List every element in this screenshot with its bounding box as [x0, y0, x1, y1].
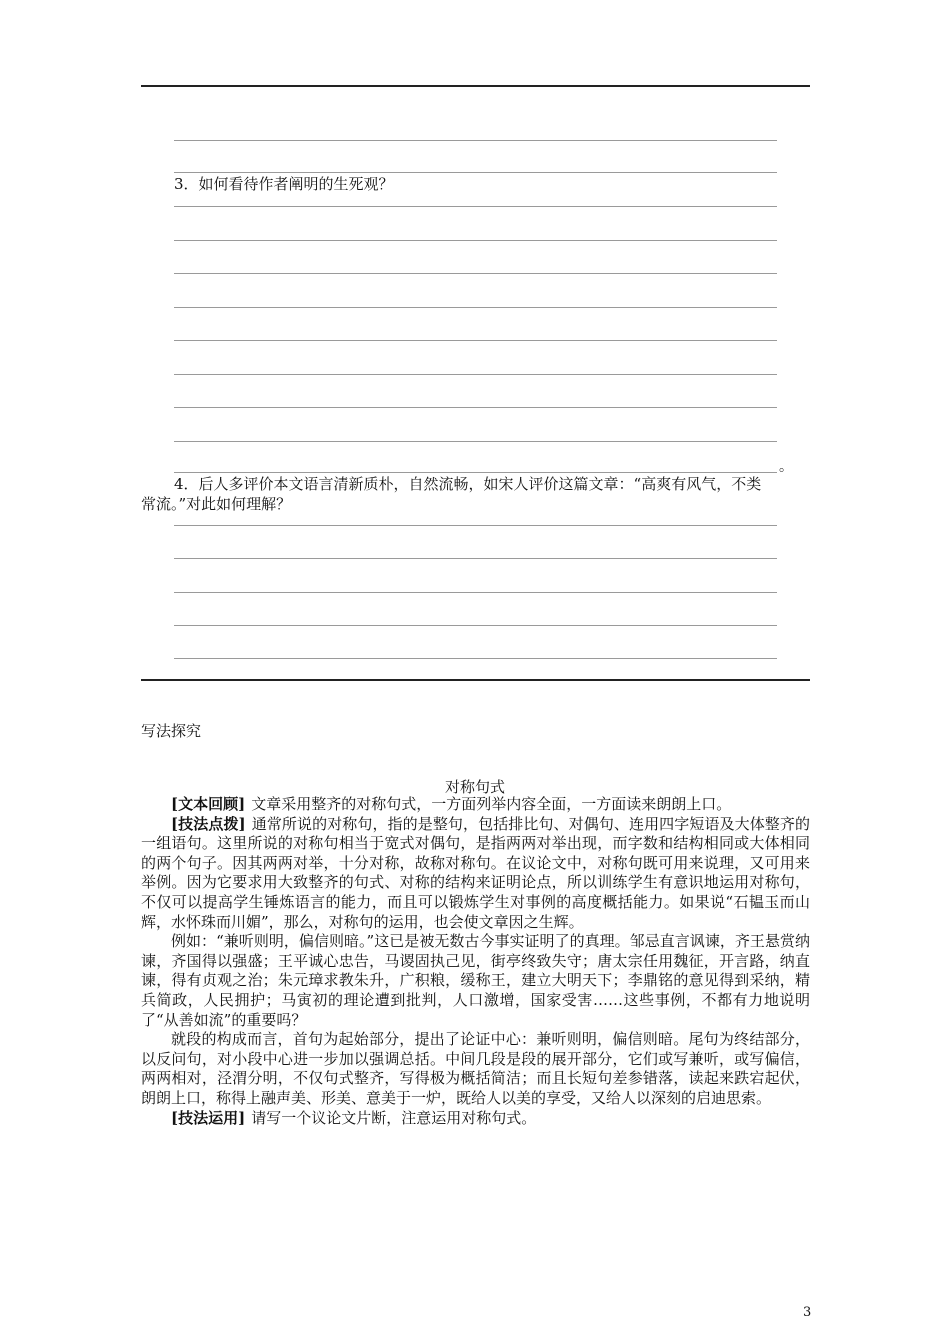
- paragraph-technique: [141, 815, 810, 933]
- tag-technique: [技法点拨]: [171, 814, 246, 833]
- answer-line[interactable]: [174, 273, 777, 274]
- top-rule: [141, 85, 810, 87]
- practice-text: 请写一个议论文片断，注意运用对称句式。: [251, 1108, 537, 1127]
- paragraph-example: 例如：“兼听则明，偏信则暗。”这已是被无数古今事实证明了的真理。邹忌直言讽谏，齐王悬赏纳谏，齐国得以强盛；王平诚心忠告，马谡固执己见，街亭终致失守；唐太宗任用魏征，开言路，纳直谏，得有贞观之治；朱元璋求教朱升，广积粮，缓称王，建立大明天下；李鼎铭的意见得到采纳，精兵简政，人民拥护；马寅初的理论遭到批判，人口激增，国家受害……这些事例，不都有力地说明了“从善如流”的重要吗？: [141, 932, 810, 1029]
- paragraph-analysis: 就段的构成而言，首句为起始部分，提出了论证中心：兼听则明，偏信则暗。尾句为终结部分，以反问句，对小段中心进一步加以强调总括。中间几段是段的展开部分，它们或写兼听，或写偏信，两两相对，泾渭分明，不仅句式整齐，写得极为概括简洁；而且长短句差参错落，读起来跌宕起伏，朗朗上口，称得上融声美、形美、意美于一炉，既给人以美的享受，又给人以深刻的启迪思索。: [141, 1030, 810, 1107]
- tag-review: [文本回顾]: [171, 795, 246, 813]
- answer-line[interactable]: [174, 240, 777, 241]
- tag-practice: [技法运用]: [171, 1108, 246, 1127]
- review-text: 文章采用整齐的对称句式，一方面列举内容全面，一方面读来朗朗上口。: [251, 795, 732, 813]
- answer-line[interactable]: [174, 140, 777, 141]
- answer-line[interactable]: [174, 206, 777, 207]
- technique-text: 通常所说的对称句，指的是整句，包括排比句、对偶句、连用四字短语及大体整齐的一组语句。这里所说的对称句相当于宽式对偶句，是指两两对举出现，而字数和结构相同或大体相同的两个句子。因其两两对举，十分对称，故称对称句。在议论文中，对称句既可用来说理，又可用来举例。因为它要求用大致整齐的句式、对称的结构来证明论点，所以训练学生有意识地运用对称句，不仅可以提高学生锤炼语言的能力，而且可以锻炼学生对事例的高度概括能力。如果说“石韫玉而山辉，水怀珠而川媚”，那么，对称句的运用，也会使文章因之生辉。: [141, 814, 810, 931]
- answer-line[interactable]: [174, 407, 777, 408]
- answer-line[interactable]: [174, 658, 777, 659]
- answer-line[interactable]: [174, 592, 777, 593]
- body-text: [141, 795, 810, 1128]
- question-4-line2: 常流。”对此如何理解？: [141, 495, 292, 513]
- question-4-line1: 4．后人多评价本文语言清新质朴，自然流畅，如宋人评价这篇文章：“高爽有风气，不类: [174, 475, 762, 493]
- article-title: 对称句式: [444, 778, 505, 796]
- answer-line[interactable]: [174, 340, 777, 341]
- paragraph-practice: [141, 1109, 810, 1129]
- answer-line[interactable]: [174, 374, 777, 375]
- question-3: 3．如何看待作者阐明的生死观？: [174, 175, 394, 193]
- answer-line[interactable]: [174, 172, 777, 173]
- paragraph-review: [141, 795, 810, 815]
- answer-line[interactable]: [174, 525, 777, 526]
- answer-line[interactable]: [174, 307, 777, 308]
- page-number: 3: [803, 1305, 812, 1320]
- answer-line[interactable]: [174, 558, 777, 559]
- section-heading: 写法探究: [141, 722, 202, 740]
- answer-line[interactable]: [174, 472, 777, 473]
- answer-line[interactable]: [174, 625, 777, 626]
- section-rule: [141, 679, 810, 681]
- end-period: 。: [779, 459, 793, 475]
- answer-line[interactable]: [174, 441, 777, 442]
